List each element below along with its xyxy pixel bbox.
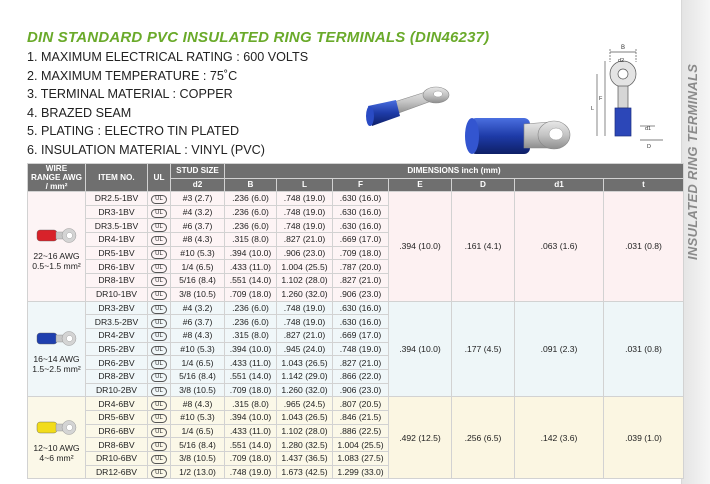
terminal-color-icon: [35, 415, 79, 439]
header-b: B: [225, 178, 277, 191]
spec-item: 5. PLATING : ELECTRO TIN PLATED: [27, 124, 240, 139]
f-cell: .906 (23.0): [333, 287, 389, 301]
stud-size-cell: 5/16 (8.4): [171, 438, 225, 452]
l-cell: .827 (21.0): [277, 328, 333, 342]
spec-item: 2. MAXIMUM TEMPERATURE : 75˚C: [27, 68, 238, 83]
mm-range: 4~6 mm²: [39, 452, 74, 463]
stud-size-cell: 3/8 (10.5): [171, 383, 225, 397]
insulation-sleeve: [37, 333, 57, 344]
ul-cell: [148, 328, 171, 342]
terminal-ring-hole: [66, 424, 72, 430]
l-cell: .906 (23.0): [277, 246, 333, 260]
header-d1: d1: [515, 178, 604, 191]
ul-cell: [148, 438, 171, 452]
terminal-color-icon: [35, 326, 79, 350]
f-cell: .787 (20.0): [333, 260, 389, 274]
stud-size-cell: #6 (3.7): [171, 315, 225, 329]
awg-range: 22~16 AWG: [33, 251, 80, 262]
header-ul: UL: [148, 164, 171, 192]
l-cell: .748 (19.0): [277, 205, 333, 219]
ul-cell: [148, 383, 171, 397]
stud-size-cell: #10 (5.3): [171, 411, 225, 425]
item-no-cell: DR8-2BV: [86, 369, 148, 383]
ul-listed-icon: UL: [151, 264, 167, 273]
item-no-cell: DR10-6BV: [86, 452, 148, 466]
item-no-cell: DR3.5-1BV: [86, 219, 148, 233]
f-cell: .630 (16.0): [333, 301, 389, 315]
terminal-ring-hole: [66, 233, 72, 239]
side-banner-title: INSULATED RING TERMINALS: [685, 63, 700, 260]
ul-listed-icon: UL: [151, 223, 167, 232]
f-cell: .630 (16.0): [333, 219, 389, 233]
table-row: [28, 192, 684, 206]
stud-size-cell: #4 (3.2): [171, 301, 225, 315]
ul-listed-icon: UL: [151, 428, 167, 437]
f-cell: 1.299 (33.0): [333, 465, 389, 479]
label-b: B: [621, 45, 626, 51]
ul-listed-icon: UL: [151, 236, 167, 245]
header-f: F: [333, 178, 389, 191]
l-cell: 1.043 (26.5): [277, 356, 333, 370]
terminal-color-icon: [35, 223, 79, 247]
l-cell: 1.102 (28.0): [277, 424, 333, 438]
f-cell: .669 (17.0): [333, 328, 389, 342]
header-t: t: [604, 178, 684, 191]
item-no-cell: DR4-6BV: [86, 397, 148, 411]
spec-list: [27, 48, 308, 160]
d1-cell: .142 (3.6): [515, 397, 604, 479]
b-cell: .551 (14.0): [225, 438, 277, 452]
wire-range-cell: [28, 301, 86, 397]
ring-terminal-product-image: [362, 82, 572, 162]
item-no-cell: DR3.5-2BV: [86, 315, 148, 329]
dimension-drawing: [585, 40, 677, 158]
item-no-cell: DR5-2BV: [86, 342, 148, 356]
b-cell: .433 (11.0): [225, 424, 277, 438]
spec-table-body: [28, 192, 684, 479]
label-d: D: [647, 144, 651, 150]
stud-size-cell: 3/8 (10.5): [171, 452, 225, 466]
stud-size-cell: #8 (4.3): [171, 397, 225, 411]
ul-cell: [148, 465, 171, 479]
ul-listed-icon: UL: [151, 209, 167, 218]
l-cell: .827 (21.0): [277, 233, 333, 247]
l-cell: 1.043 (26.5): [277, 411, 333, 425]
header-l: L: [277, 178, 333, 191]
item-no-cell: DR4-1BV: [86, 233, 148, 247]
f-cell: .886 (22.5): [333, 424, 389, 438]
label-d1: d1: [645, 126, 652, 132]
stud-size-cell: #6 (3.7): [171, 219, 225, 233]
l-cell: .748 (19.0): [277, 219, 333, 233]
terminal-ring-hole: [66, 335, 72, 341]
insulation-sleeve: [37, 422, 57, 433]
ul-listed-icon: UL: [151, 250, 167, 259]
awg-range: 16~14 AWG: [33, 353, 80, 364]
spec-item: 4. BRAZED SEAM: [27, 105, 132, 120]
stud-size-cell: #3 (2.7): [171, 192, 225, 206]
ul-listed-icon: UL: [151, 442, 167, 451]
item-no-cell: DR4-2BV: [86, 328, 148, 342]
awg-range: 12~10 AWG: [33, 442, 80, 453]
ul-listed-icon: UL: [151, 455, 167, 464]
item-no-cell: DR6-6BV: [86, 424, 148, 438]
wire-range-cell: [28, 397, 86, 479]
l-cell: 1.102 (28.0): [277, 274, 333, 288]
item-no-cell: DR10-1BV: [86, 287, 148, 301]
table-row: [28, 301, 684, 315]
ul-cell: [148, 411, 171, 425]
ul-cell: [148, 397, 171, 411]
stud-size-cell: 1/4 (6.5): [171, 260, 225, 274]
ul-cell: [148, 274, 171, 288]
f-cell: .866 (22.0): [333, 369, 389, 383]
ul-cell: [148, 287, 171, 301]
b-cell: .236 (6.0): [225, 205, 277, 219]
f-cell: 1.004 (25.5): [333, 438, 389, 452]
header-item-no: ITEM NO.: [86, 164, 148, 192]
stud-size-cell: 5/16 (8.4): [171, 369, 225, 383]
e-cell: .492 (12.5): [389, 397, 452, 479]
l-cell: .748 (19.0): [277, 192, 333, 206]
e-cell: .394 (10.0): [389, 301, 452, 397]
header-d: D: [452, 178, 515, 191]
header-stud-size: STUD SIZE: [171, 164, 225, 179]
l-cell: 1.280 (32.5): [277, 438, 333, 452]
ul-cell: [148, 301, 171, 315]
b-cell: .551 (14.0): [225, 274, 277, 288]
ul-listed-icon: UL: [151, 319, 167, 328]
large-ring-terminal: [465, 118, 570, 154]
b-cell: .236 (6.0): [225, 192, 277, 206]
b-cell: .551 (14.0): [225, 369, 277, 383]
table-row: [28, 397, 684, 411]
l-cell: 1.437 (36.5): [277, 452, 333, 466]
label-l: L: [591, 106, 595, 112]
t-cell: .031 (0.8): [604, 192, 684, 302]
header-dimensions: DIMENSIONS inch (mm): [225, 164, 684, 179]
l-cell: 1.673 (42.5): [277, 465, 333, 479]
stud-size-cell: 1/4 (6.5): [171, 424, 225, 438]
d1-cell: .091 (2.3): [515, 301, 604, 397]
d-cell: .256 (6.5): [452, 397, 515, 479]
spec-item: 6. INSULATION MATERIAL : VINYL (PVC): [27, 142, 265, 157]
t-cell: .039 (1.0): [604, 397, 684, 479]
ul-cell: [148, 260, 171, 274]
d-cell: .177 (4.5): [452, 301, 515, 397]
l-cell: 1.260 (32.0): [277, 383, 333, 397]
b-cell: .236 (6.0): [225, 219, 277, 233]
b-cell: .748 (19.0): [225, 465, 277, 479]
stud-size-cell: 3/8 (10.5): [171, 287, 225, 301]
f-cell: 1.083 (27.5): [333, 452, 389, 466]
d1-cell: .063 (1.6): [515, 192, 604, 302]
insulation-sleeve: [37, 230, 57, 241]
header-wire-range: WIRE RANGE AWG / mm²: [28, 164, 86, 192]
spec-table: [27, 163, 684, 479]
ul-listed-icon: UL: [151, 305, 167, 314]
ul-cell: [148, 205, 171, 219]
f-cell: .630 (16.0): [333, 205, 389, 219]
ul-cell: [148, 233, 171, 247]
item-no-cell: DR12-6BV: [86, 465, 148, 479]
ul-cell: [148, 342, 171, 356]
mm-range: 0.5~1.5 mm²: [32, 261, 81, 272]
ul-listed-icon: UL: [151, 401, 167, 410]
header-e: E: [389, 178, 452, 191]
item-no-cell: DR6-2BV: [86, 356, 148, 370]
stud-size-cell: #10 (5.3): [171, 246, 225, 260]
b-cell: .236 (6.0): [225, 315, 277, 329]
f-cell: .846 (21.5): [333, 411, 389, 425]
stud-size-cell: 5/16 (8.4): [171, 274, 225, 288]
item-no-cell: DR6-1BV: [86, 260, 148, 274]
item-no-cell: DR3-2BV: [86, 301, 148, 315]
spec-item: 1. MAXIMUM ELECTRICAL RATING : 600 VOLTS: [27, 50, 309, 64]
l-cell: 1.142 (29.0): [277, 369, 333, 383]
ul-listed-icon: UL: [151, 373, 167, 382]
ul-cell: [148, 315, 171, 329]
l-cell: .965 (24.5): [277, 397, 333, 411]
f-cell: .807 (20.5): [333, 397, 389, 411]
b-cell: .394 (10.0): [225, 411, 277, 425]
l-cell: .748 (19.0): [277, 315, 333, 329]
f-cell: .827 (21.0): [333, 274, 389, 288]
b-cell: .315 (8.0): [225, 397, 277, 411]
item-no-cell: DR3-1BV: [86, 205, 148, 219]
l-cell: .748 (19.0): [277, 301, 333, 315]
b-cell: .433 (11.0): [225, 260, 277, 274]
ul-listed-icon: UL: [151, 414, 167, 423]
ul-listed-icon: UL: [151, 291, 167, 300]
stud-size-cell: #8 (4.3): [171, 233, 225, 247]
item-no-cell: DR5-1BV: [86, 246, 148, 260]
wire-range-cell: [28, 192, 86, 302]
b-cell: .709 (18.0): [225, 452, 277, 466]
f-cell: .630 (16.0): [333, 315, 389, 329]
ul-listed-icon: UL: [151, 195, 167, 204]
f-cell: .709 (18.0): [333, 246, 389, 260]
ul-cell: [148, 452, 171, 466]
f-cell: .669 (17.0): [333, 233, 389, 247]
ul-cell: [148, 219, 171, 233]
item-no-cell: DR8-6BV: [86, 438, 148, 452]
b-cell: .433 (11.0): [225, 356, 277, 370]
f-cell: .630 (16.0): [333, 192, 389, 206]
ul-cell: [148, 369, 171, 383]
ul-listed-icon: UL: [151, 346, 167, 355]
b-cell: .315 (8.0): [225, 233, 277, 247]
f-cell: .906 (23.0): [333, 383, 389, 397]
b-cell: .709 (18.0): [225, 287, 277, 301]
ul-cell: [148, 246, 171, 260]
stud-size-cell: #8 (4.3): [171, 328, 225, 342]
mm-range: 1.5~2.5 mm²: [32, 363, 81, 374]
l-cell: 1.004 (25.5): [277, 260, 333, 274]
ul-listed-icon: UL: [151, 277, 167, 286]
item-no-cell: DR10-2BV: [86, 383, 148, 397]
f-cell: .827 (21.0): [333, 356, 389, 370]
label-d2: d2: [618, 58, 625, 64]
b-cell: .394 (10.0): [225, 246, 277, 260]
b-cell: .394 (10.0): [225, 342, 277, 356]
l-cell: .945 (24.0): [277, 342, 333, 356]
item-no-cell: DR8-1BV: [86, 274, 148, 288]
ul-listed-icon: UL: [151, 332, 167, 341]
ul-listed-icon: UL: [151, 360, 167, 369]
f-cell: .748 (19.0): [333, 342, 389, 356]
small-ring-terminal: [366, 87, 449, 126]
stud-size-cell: 1/2 (13.0): [171, 465, 225, 479]
header-d2: d2: [171, 178, 225, 191]
page-title: DIN STANDARD PVC INSULATED RING TERMINALS (DIN46237): [27, 29, 490, 46]
spec-item: 3. TERMINAL MATERIAL : COPPER: [27, 87, 233, 102]
ul-listed-icon: UL: [151, 387, 167, 396]
label-f: F: [599, 96, 603, 102]
stud-size-cell: #4 (3.2): [171, 205, 225, 219]
ul-cell: [148, 356, 171, 370]
t-cell: .031 (0.8): [604, 301, 684, 397]
stud-size-cell: 1/4 (6.5): [171, 356, 225, 370]
b-cell: .315 (8.0): [225, 328, 277, 342]
b-cell: .236 (6.0): [225, 301, 277, 315]
ul-cell: [148, 424, 171, 438]
item-no-cell: DR2.5-1BV: [86, 192, 148, 206]
ul-listed-icon: UL: [151, 469, 167, 478]
stud-size-cell: #10 (5.3): [171, 342, 225, 356]
item-no-cell: DR5-6BV: [86, 411, 148, 425]
ul-cell: [148, 192, 171, 206]
e-cell: .394 (10.0): [389, 192, 452, 302]
l-cell: 1.260 (32.0): [277, 287, 333, 301]
b-cell: .709 (18.0): [225, 383, 277, 397]
d-cell: .161 (4.1): [452, 192, 515, 302]
